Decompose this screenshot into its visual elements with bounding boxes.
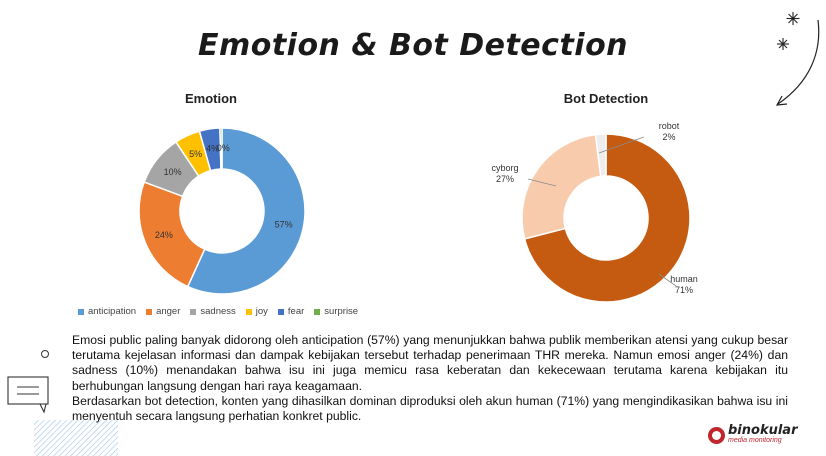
- data-label-fear: 4%: [206, 143, 220, 154]
- emotion-donut-chart: [120, 86, 320, 308]
- data-label-human: human 71%: [670, 274, 698, 295]
- legend-item-joy: [246, 306, 268, 317]
- bot-chart-title: Bot Detection: [563, 91, 649, 106]
- binokular-logo: [708, 425, 798, 445]
- data-label-anticipation: 57%: [274, 219, 293, 230]
- summary-paragraph-emotion: Emosi public paling banyak didorong oleh anticipation (57%) yang menunjukkan bahwa publik memberikan atensi yang cukup besar terutama kejelasan informasi dan dampak kebijakan tersebut terhadap penerimaan THR mereka. Namun emosi anger (24%) dan sadness (10%) menandakan bahwa isu ini juga memicu rasa keberatan dan kekecewaan terutama karena kebijakan itu berhubungan langsung dengan hari raya keagamaan.: [72, 333, 788, 393]
- data-label-anger: 24%: [154, 230, 173, 241]
- legend-label-anticipation: anticipation: [88, 306, 137, 317]
- legend-swatch-sadness: [190, 309, 196, 315]
- legend-swatch-surprise: [314, 309, 320, 315]
- data-label-joy: 5%: [189, 148, 203, 159]
- data-label-surprise: 0%: [216, 143, 230, 154]
- slice-cyborg: [522, 135, 601, 239]
- legend-swatch-anger: [146, 309, 152, 315]
- logo-tagline: media monitoring: [728, 437, 782, 444]
- legend-swatch-fear: [278, 309, 284, 315]
- legend-swatch-anticipation: [78, 309, 84, 315]
- legend-label-anger: anger: [156, 306, 181, 317]
- summary-text: [72, 333, 788, 424]
- bullet-marker: [41, 350, 49, 358]
- summary-paragraph-bot: Berdasarkan bot detection, konten yang dihasilkan dominan diproduksi oleh akun human (71%) yang mengindikasikan bahwa isu ini menyentuh secara langsung perhatian konkret public.: [72, 393, 788, 424]
- bot-detection-donut-chart: [470, 86, 730, 308]
- legend-label-sadness: sadness: [200, 306, 236, 317]
- data-label-sadness: 10%: [163, 166, 182, 177]
- legend-item-fear: [278, 306, 304, 317]
- legend-item-surprise: [314, 306, 358, 317]
- legend-item-anger: [146, 306, 180, 317]
- data-label-cyborg: cyborg 27%: [491, 163, 519, 184]
- legend-swatch-joy: [246, 309, 252, 315]
- legend-label-surprise: surprise: [324, 306, 359, 317]
- hatched-decoration: [34, 420, 118, 456]
- chat-bubble-icon: [8, 377, 48, 412]
- legend-label-joy: joy: [255, 306, 268, 317]
- emotion-chart-title: Emotion: [185, 91, 237, 106]
- emotion-legend: [78, 306, 358, 317]
- legend-item-sadness: [190, 306, 235, 317]
- binokular-logo-icon: [708, 427, 725, 444]
- slide-title: Emotion & Bot Detection: [197, 28, 629, 63]
- legend-item-anticipation: [78, 306, 136, 317]
- legend-label-fear: fear: [287, 306, 305, 317]
- logo-name: binokular: [728, 423, 798, 438]
- data-label-robot: robot 2%: [658, 121, 680, 142]
